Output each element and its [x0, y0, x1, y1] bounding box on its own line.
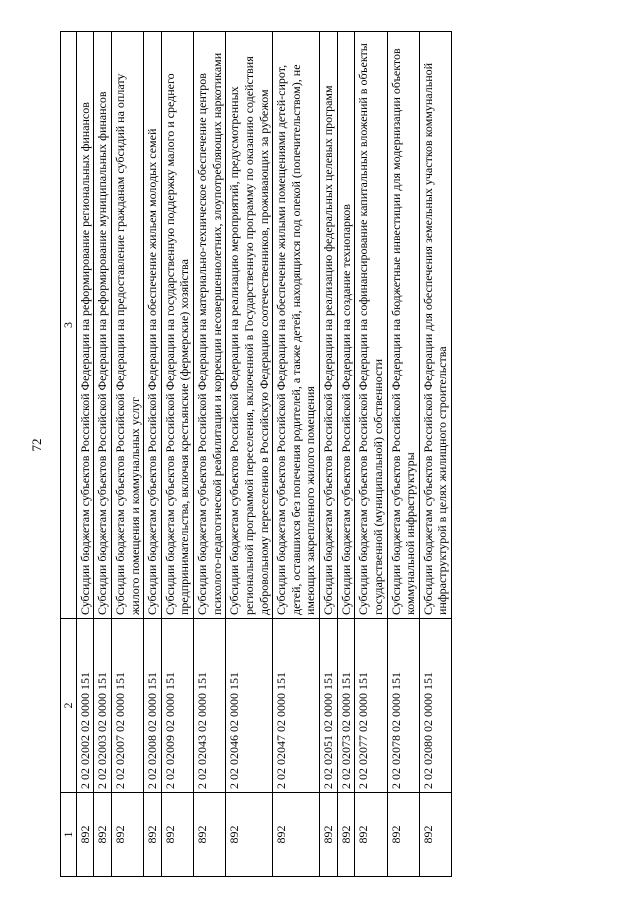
admin-code-cell: 892: [144, 793, 162, 877]
admin-code-cell: 892: [226, 793, 273, 877]
table-row: [144, 32, 162, 877]
column-header-1: 1: [61, 793, 77, 877]
income-name-cell: Субсидии бюджетам субъектов Российской Федерации на материально-техническое обеспечение центров психолого-педагогической реабилитации и коррекции несовершеннолетних, злоупотребляющих наркотиками: [194, 32, 226, 619]
table-header-row: [61, 32, 77, 877]
table-row: [387, 32, 419, 877]
admin-code-cell: 892: [387, 793, 419, 877]
budget-code-cell: 2 02 02080 02 0000 151: [419, 619, 451, 793]
admin-code-cell: 892: [194, 793, 226, 877]
budget-code-cell: 2 02 02078 02 0000 151: [387, 619, 419, 793]
admin-code-cell: 892: [94, 793, 112, 877]
income-name-cell: Субсидии бюджетам субъектов Российской Федерации на предоставление гражданам субсидий на оплату жилого помещения и коммунальных услуг: [111, 32, 143, 619]
table-row: [320, 32, 338, 877]
income-name-cell: Субсидии бюджетам субъектов Российской Федерации на реформирование региональных финансов: [76, 32, 94, 619]
page-number: 72: [29, 438, 44, 452]
income-name-cell: Субсидии бюджетам субъектов Российской Федерации на реализацию федеральных целевых программ: [320, 32, 338, 619]
budget-code-cell: 2 02 02003 02 0000 151: [94, 619, 112, 793]
budget-code-cell: 2 02 02002 02 0000 151: [76, 619, 94, 793]
budget-code-cell: 2 02 02077 02 0000 151: [355, 619, 387, 793]
income-name-cell: Субсидии бюджетам субъектов Российской Федерации на бюджетные инвестиции для модернизации объектов коммунальной инфраструктуры: [387, 32, 419, 619]
budget-code-cell: 2 02 02047 02 0000 151: [273, 619, 320, 793]
income-name-cell: Субсидии бюджетам субъектов Российской Федерации на государственную поддержку малого и среднего предпринимательства, включая крестьянские (фермерские) хозяйства: [161, 32, 193, 619]
table-row: [226, 32, 273, 877]
table-row: [111, 32, 143, 877]
income-name-cell: Субсидии бюджетам субъектов Российской Федерации на обеспечение жилыми помещениями детей-сирот, детей, оставшихся без попечения родителей, а также детей, находящихся под опекой (попечительством), не имеющих закрепленного жилого помещения: [273, 32, 320, 619]
table-row: [161, 32, 193, 877]
admin-code-cell: 892: [355, 793, 387, 877]
table-row: [355, 32, 387, 877]
income-name-cell: Субсидии бюджетам субъектов Российской Федерации на обеспечение жильем молодых семей: [144, 32, 162, 619]
table-row: [194, 32, 226, 877]
table-row: [337, 32, 355, 877]
table-row: [76, 32, 94, 877]
admin-code-cell: 892: [337, 793, 355, 877]
table-row: [94, 32, 112, 877]
column-header-2: 2: [61, 619, 77, 793]
admin-code-cell: 892: [76, 793, 94, 877]
column-header-3: 3: [61, 32, 77, 619]
income-name-cell: Субсидии бюджетам субъектов Российской Федерации на создание технопарков: [337, 32, 355, 619]
admin-code-cell: 892: [161, 793, 193, 877]
budget-codes-table: [60, 31, 452, 877]
budget-code-cell: 2 02 02073 02 0000 151: [337, 619, 355, 793]
income-name-cell: Субсидии бюджетам субъектов Российской Федерации на софинансирование капитальных вложений в объекты государственной (муниципальной) собственности: [355, 32, 387, 619]
admin-code-cell: 892: [111, 793, 143, 877]
budget-code-cell: 2 02 02043 02 0000 151: [194, 619, 226, 793]
income-name-cell: Субсидии бюджетам субъектов Российской Федерации на реформирование муниципальных финансов: [94, 32, 112, 619]
income-name-cell: Субсидии бюджетам субъектов Российской Федерации на реализацию мероприятий, предусмотренных региональной программой переселения, включенной в Государственную программу по оказанию содействия добровольному переселению в Российскую Федерацию соотечественников, проживающих за рубежом: [226, 32, 273, 619]
admin-code-cell: 892: [320, 793, 338, 877]
budget-code-cell: 2 02 02051 02 0000 151: [320, 619, 338, 793]
admin-code-cell: 892: [273, 793, 320, 877]
budget-code-cell: 2 02 02007 02 0000 151: [111, 619, 143, 793]
admin-code-cell: 892: [419, 793, 451, 877]
budget-code-cell: 2 02 02009 02 0000 151: [161, 619, 193, 793]
budget-code-cell: 2 02 02046 02 0000 151: [226, 619, 273, 793]
table-row: [273, 32, 320, 877]
table-row: [419, 32, 451, 877]
budget-code-cell: 2 02 02008 02 0000 151: [144, 619, 162, 793]
income-name-cell: Субсидии бюджетам субъектов Российской Федерации для обеспечения земельных участков коммунальной инфраструктурой в целях жилищного строительства: [419, 32, 451, 619]
rotated-page-content: [60, 32, 560, 877]
